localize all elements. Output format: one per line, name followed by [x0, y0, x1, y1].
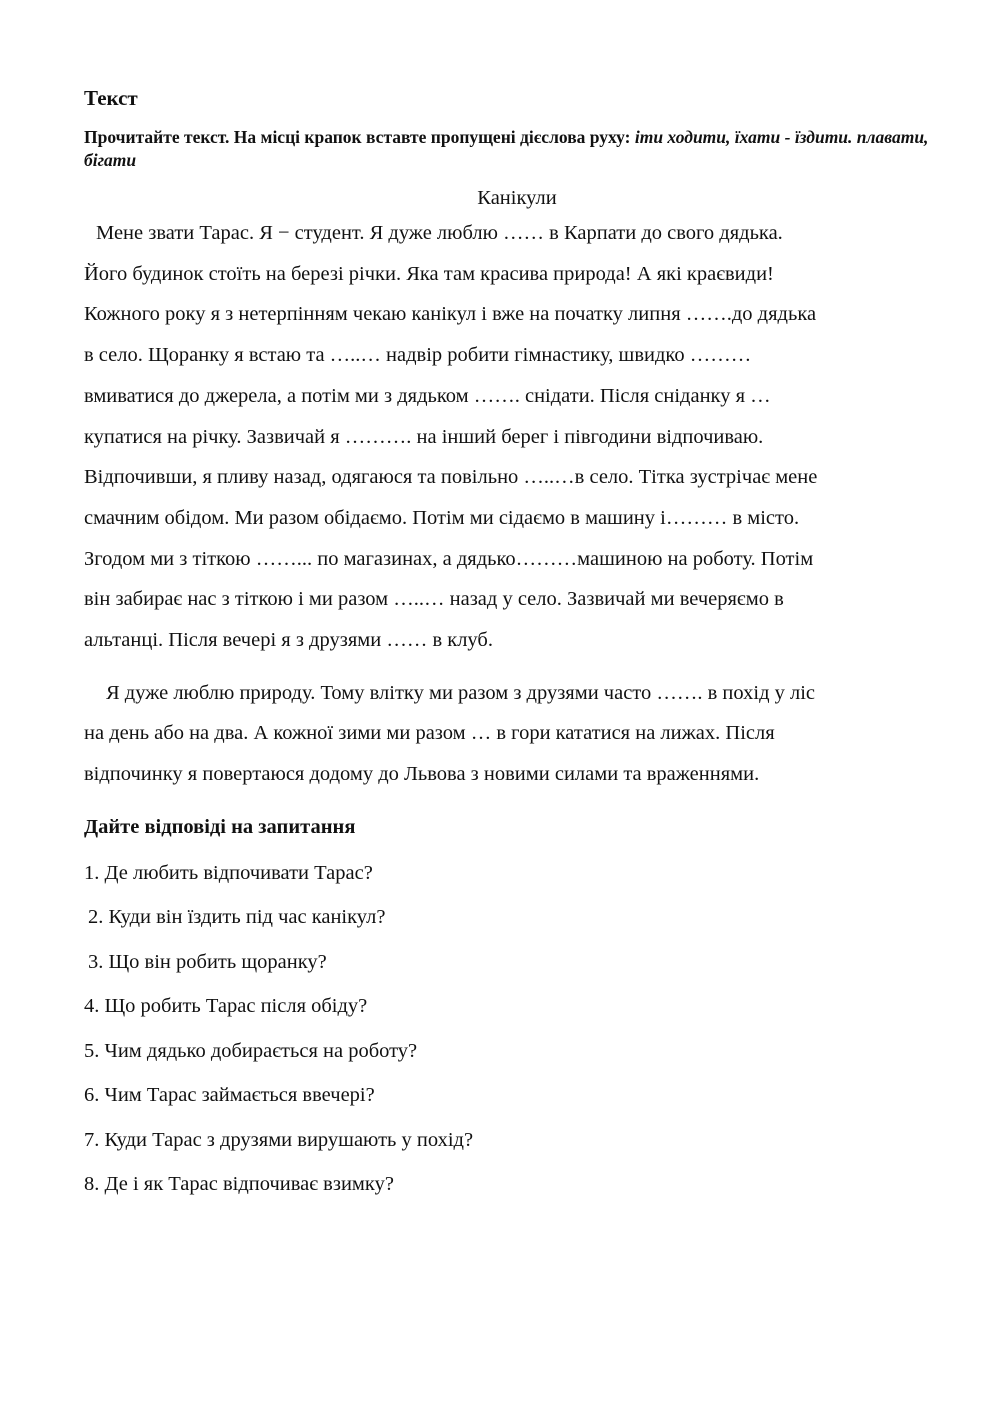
text-line: альтанці. Після вечері я з друзями …… в клуб.	[84, 629, 493, 652]
text-line: в село. Щоранку я встаю та …..… надвір робити гімнастику, швидко ………	[84, 344, 752, 367]
question-item: 6. Чим Тарас займається ввечері?	[84, 1084, 375, 1107]
worksheet-heading: Текст	[84, 86, 138, 110]
text-line: Мене звати Тарас. Я − студент. Я дуже люблю …… в Карпати до свого дядька.	[96, 222, 783, 244]
text-line: купатися на річку. Зазвичай я ………. на інший берег і півгодини відпочиваю.	[84, 425, 764, 448]
text-line: Його будинок стоїть на березі річки. Яка там красива природа! А які краєвиди!	[84, 262, 774, 285]
text-line: Згодом ми з тіткою ……... по магазинах, а дядько………машиною на роботу. Потім	[84, 547, 814, 570]
paragraph-1	[84, 213, 930, 661]
instruction-verbs: іти ходити, їхати - їздити. плавати, бігати	[84, 127, 929, 170]
text-line: Я дуже люблю природу. Тому влітку ми разом з друзями часто ……. в похід у ліс	[106, 681, 816, 704]
text-line: Відпочивши, я пливу назад, одягаюся та повільно …..…в село. Тітка зустрічає мене	[84, 466, 818, 489]
question-item: 8. Де і як Тарас відпочиває взимку?	[84, 1173, 394, 1196]
text-line: на день або на два. А кожної зими ми разом … в гори кататися на лижах. Після	[84, 722, 775, 745]
text-line: відпочинку я повертаюся додому до Львова з новими силами та враженнями.	[84, 763, 760, 786]
question-item: 3. Що він робить щоранку?	[88, 950, 327, 973]
question-item: 2. Куди він їздить під час канікул?	[88, 906, 386, 929]
text-line: Кожного року я з нетерпінням чекаю канікул і вже на початку липня …….до дядька	[84, 303, 817, 326]
text-title: Канікули	[477, 187, 557, 209]
questions-list	[84, 851, 930, 1207]
question-item: 5. Чим дядько добирається на роботу?	[84, 1039, 418, 1062]
instruction-text: Прочитайте текст. На місці крапок вставте пропущені дієслова руху:	[84, 127, 635, 147]
text-line: вмиватися до джерела, а потім ми з дядьком ……. снідати. Після сніданку я …	[84, 384, 771, 407]
question-item: 7. Куди Тарас з друзями вирушають у похід?	[84, 1128, 474, 1151]
questions-heading: Дайте відповіді на запитання	[84, 815, 356, 838]
paragraph-2	[84, 673, 930, 795]
instruction	[84, 126, 930, 172]
text-line: смачним обідом. Ми разом обідаємо. Потім ми сідаємо в машину і……… в місто.	[84, 506, 800, 529]
text-line: він забирає нас з тіткою і ми разом …..… назад у село. Зазвичай ми вечеряємо в	[84, 588, 784, 611]
question-item: 4. Що робить Тарас після обіду?	[84, 995, 368, 1018]
question-item: 1. Де любить відпочивати Тарас?	[84, 861, 373, 884]
